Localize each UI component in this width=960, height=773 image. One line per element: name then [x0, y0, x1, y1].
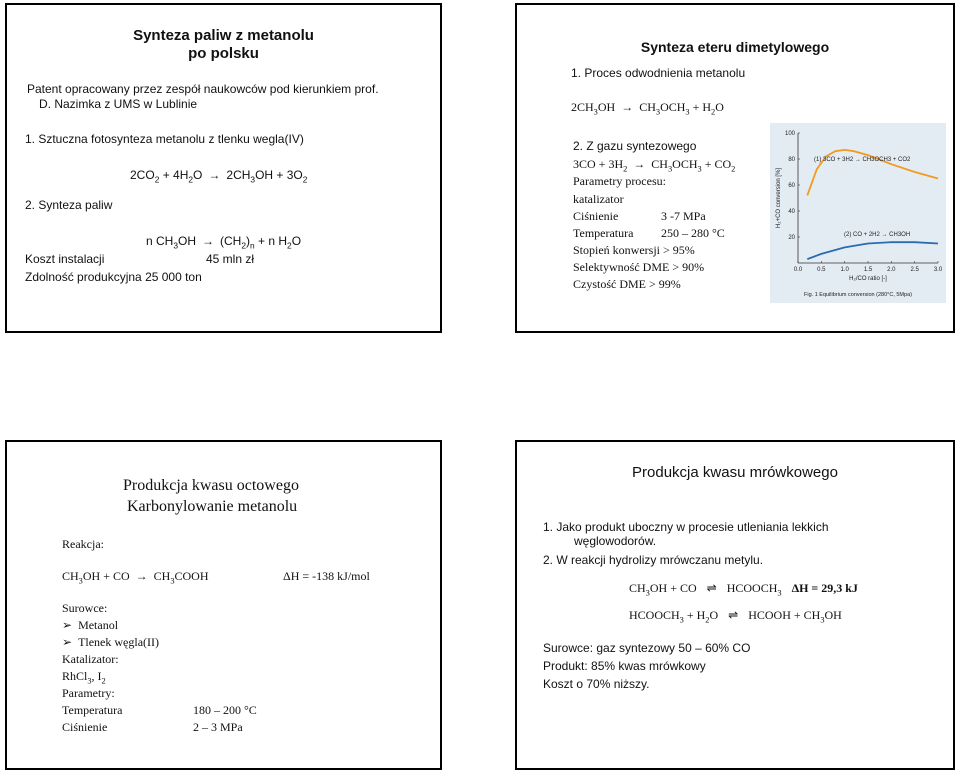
- x-tick-label: 2.0: [887, 267, 896, 273]
- list-item-1: 1. Sztuczna fotosynteza metanolu z tlenku wegla(IV): [25, 132, 304, 146]
- slide-formic-acid: [515, 440, 955, 770]
- enthalpy-value: ΔH = -138 kJ/mol: [283, 569, 370, 583]
- purity-text: Czystość DME > 99%: [573, 277, 681, 291]
- list-item-1-line1: 1. Jako produkt uboczny w procesie utleniania lekkich: [543, 520, 829, 534]
- x-tick-label: 1.0: [840, 267, 849, 273]
- temperature-label: Temperatura: [573, 226, 634, 240]
- reaction-arrow-icon: →: [633, 157, 646, 171]
- pressure-value: 3 -7 MPa: [661, 209, 706, 223]
- bullet-arrow-icon: ➢: [62, 618, 73, 632]
- raw-material-2: ➢ Tlenek węgla(II): [62, 635, 160, 649]
- equation-photosynthesis: $2CO_2 + 4H_2O \to 2CH_3OH + 3O_2$: [130, 168, 308, 185]
- x-tick-label: 1.5: [863, 267, 873, 273]
- patent-line2: D. Nazimka z UMS w Lublinie: [39, 97, 198, 111]
- params-title: Parametry procesu:: [573, 174, 666, 188]
- conversion-text: Stopień konwersji > 95%: [573, 243, 695, 257]
- cost-label: Koszt instalacji: [25, 252, 105, 266]
- pressure-value: 2 – 3 MPa: [193, 720, 243, 734]
- slide-title: Synteza eteru dimetylowego: [640, 39, 830, 55]
- chart-svg: [770, 123, 946, 303]
- patent-line1: Patent opracowany przez zespół naukowców pod kierunkiem prof.: [27, 82, 379, 96]
- y-axis-label: H₂+CO conversion [%]: [776, 167, 782, 229]
- y-tick-label: 80: [788, 157, 795, 163]
- bullet-arrow-icon: ➢: [62, 635, 73, 649]
- capacity-text: Zdolność produkcyjna 25 000 ton: [25, 270, 202, 284]
- slide-title-line1: Produkcja kwasu octowego: [123, 477, 299, 494]
- equation-hydrolysis: $HCOOCH_3 + H_2O$ ⇌ HCOOH + $CH_3OH$: [629, 608, 842, 625]
- params-title: Parametry:: [62, 686, 115, 700]
- equilibrium-arrow-icon: ⇌: [728, 608, 739, 622]
- raw-materials-title: Surowce:: [62, 601, 108, 615]
- equation-dehydration: $2CH_3OH \to CH_3OCH_3 + H_2O$: [571, 100, 724, 117]
- equation-polymerization: n $CH_3OH \to (CH_2)_n + n$ $H_2O$: [146, 234, 302, 251]
- reaction-arrow-icon: →: [202, 234, 215, 248]
- pressure-label: Ciśnienie: [62, 720, 108, 734]
- equation-carbonylation: $CH_3OH$ + CO → $CH_3COOH$: [62, 569, 209, 586]
- raw-materials-text: Surowce: gaz syntezowy 50 – 60% CO: [543, 641, 751, 655]
- pressure-label: Ciśnienie: [573, 209, 619, 223]
- raw-material-1: ➢ Metanol: [62, 618, 119, 632]
- series-label-1: (1) 3CO + 3H2 → CH3OCH3 + CO2: [814, 157, 911, 163]
- slide-acetic-acid: [5, 440, 442, 770]
- list-item-1: 1. Proces odwodnienia metanolu: [571, 66, 746, 80]
- slide-title-line1: Synteza paliw z metanolu: [133, 27, 314, 44]
- list-item-1-line2: węglowodorów.: [574, 534, 657, 548]
- reaction-arrow-icon: →: [135, 569, 148, 583]
- cost-value: 45 mln zł: [206, 252, 255, 266]
- slide-title: Produkcja kwasu mrówkowego: [632, 464, 838, 481]
- equation-methyl-formate: $CH_3OH$ + CO ⇌ $HCOOCH_3$ ΔH = 29,3 kJ: [629, 581, 858, 598]
- x-axis-label: H₂/CO ratio [-]: [849, 276, 887, 282]
- reaction-label: Reakcja:: [62, 537, 104, 551]
- equilibrium-conversion-chart: [770, 123, 946, 303]
- y-tick-label: 40: [788, 209, 795, 215]
- reaction-arrow-icon: →: [621, 100, 634, 114]
- chart-caption: Fig. 1 Equilibrium conversion (280°C, 5Mpa): [804, 292, 912, 298]
- catalyst-value: RhCl$_3$, $I_2$: [62, 669, 106, 686]
- list-item-2: 2. W reakcji hydrolizy mrówczanu metylu.: [543, 553, 764, 567]
- series-line-2: [807, 242, 938, 259]
- y-tick-label: 100: [784, 131, 795, 137]
- y-tick-label: 60: [788, 183, 795, 189]
- selectivity-text: Selektywność DME > 90%: [573, 260, 705, 274]
- list-item-2: 2. Z gazu syntezowego: [573, 139, 697, 153]
- slide-title-line2: po polsku: [188, 45, 259, 62]
- temperature-value: 180 – 200 °C: [193, 703, 257, 717]
- slide-dme-synthesis: [515, 3, 955, 333]
- x-tick-label: 0.5: [817, 267, 826, 273]
- reaction-arrow-icon: →: [208, 168, 221, 182]
- x-tick-label: 2.5: [910, 267, 919, 273]
- catalyst-label: katalizator: [573, 192, 624, 206]
- list-item-2: 2. Synteza paliw: [25, 198, 113, 212]
- series-label-2: (2) CO + 2H2 → CH3OH: [844, 232, 911, 238]
- cost-text: Koszt o 70% niższy.: [543, 677, 650, 691]
- x-tick-label: 0.0: [793, 267, 803, 273]
- equilibrium-arrow-icon: ⇌: [706, 581, 717, 595]
- equation-syngas: $3CO + 3H_2 \to CH_3OCH_3 + CO_2$: [573, 157, 736, 174]
- catalyst-title: Katalizator:: [62, 652, 119, 666]
- slide-methanol-fuels: [5, 3, 442, 333]
- temperature-label: Temperatura: [62, 703, 123, 717]
- y-tick-label: 20: [788, 235, 795, 241]
- slide-title-line2: Karbonylowanie metanolu: [127, 498, 298, 515]
- product-text: Produkt: 85% kwas mrówkowy: [543, 659, 706, 673]
- temperature-value: 250 – 280 °C: [661, 226, 725, 240]
- x-tick-label: 3.0: [933, 267, 943, 273]
